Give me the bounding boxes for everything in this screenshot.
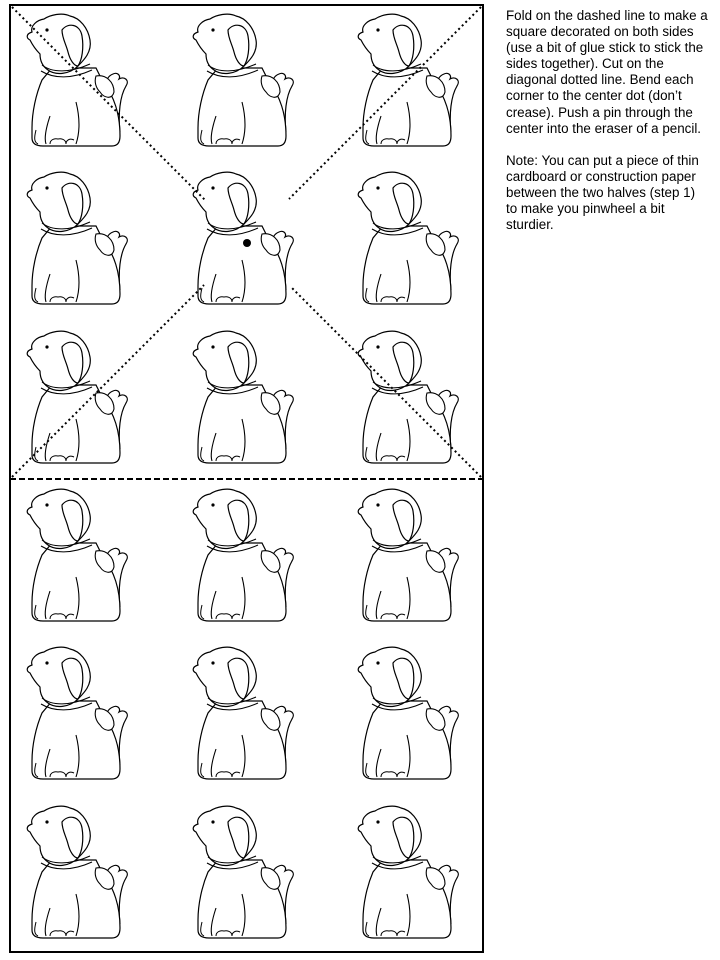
puppy-grid — [27, 14, 458, 938]
instructions-steps: Fold on the dashed line to make a square decorated on both sides (use a bit of glue stick to stick the sides together). Cut on the diagonal dotted line. Bend each corner to the center dot (don’t crease). Push a pin through the center into the eraser of a pencil. — [506, 8, 708, 136]
puppy-picture — [193, 489, 293, 621]
puppy-picture — [358, 806, 458, 938]
puppy-picture — [27, 172, 127, 304]
puppy-picture — [27, 331, 127, 463]
puppy-picture — [358, 647, 458, 779]
puppy-picture — [193, 647, 293, 779]
puppy-picture — [27, 14, 127, 146]
puppy-picture — [358, 489, 458, 621]
puppy-picture — [27, 806, 127, 938]
center-dot — [243, 239, 251, 247]
puppy-picture — [27, 647, 127, 779]
puppy-picture — [358, 172, 458, 304]
puppy-picture — [193, 172, 293, 304]
puppy-picture — [358, 331, 458, 463]
puppy-picture — [193, 806, 293, 938]
puppy-picture — [193, 331, 293, 463]
puppy-picture — [193, 14, 293, 146]
puppy-picture — [358, 14, 458, 146]
instructions-note: Note: You can put a piece of thin cardboard or construction paper between the two halves (step 1) to make you pinwheel a bit sturdier. — [506, 152, 699, 233]
puppy-picture — [27, 489, 127, 621]
instructions-panel — [506, 8, 708, 249]
